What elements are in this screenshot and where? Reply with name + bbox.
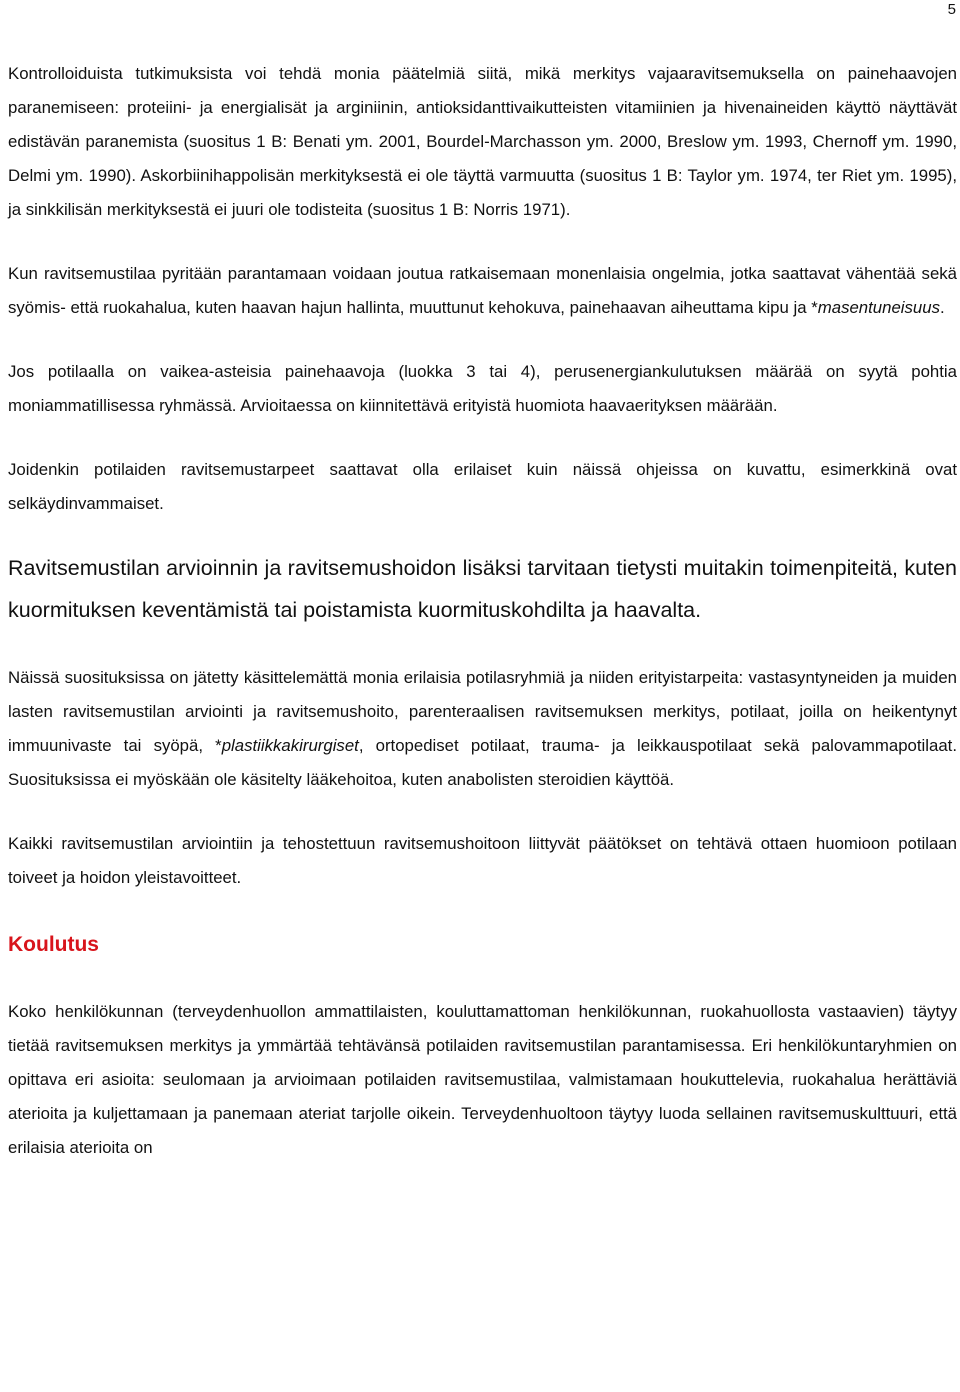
glossary-term: masentuneisuus <box>817 298 940 317</box>
paragraph-nutrition-studies: Kontrolloiduista tutkimuksista voi tehdä monia päätelmiä siitä, mikä merkitys vajaaravitsemuksella on painehaavojen paranemiseen: proteiini- ja energialisät ja arginiinin, antioksidanttivaikutteisten vitamiinien ja hivenaineiden käyttö näyttävät edistävän paranemista (suositus 1 B: Benati ym. 2001, Bourdel-Marchasson ym. 2000, Breslow ym. 1993, Chernoff ym. 1990, Delmi ym. 1990). Askorbiinihappolisän merkityksestä ei ole täyttä varmuutta (suositus 1 B: Taylor ym. 1974, ter Riet ym. 1995), ja sinkkilisän merkityksestä ei juuri ole todisteita (suositus 1 B: Norris 1971). <box>8 64 957 219</box>
paragraph-text: , ortopediset potilaat, trauma- ja leikkauspotilaat sekä palovammapotilaat. Suosituksissa ei myöskään ole käsitelty lääkehoitoa, kuten anabolisten steroidien käyttöä. <box>8 736 957 789</box>
paragraph-other-measures: Ravitsemustilan arvioinnin ja ravitsemushoidon lisäksi tarvitaan tietysti muitakin toimenpiteitä, kuten kuormituksen keventämistä tai poistamista kuormituskohdilta ja haavalta. <box>8 556 957 622</box>
paragraph-special-needs: Joidenkin potilaiden ravitsemustarpeet saattavat olla erilaiset kuin näissä ohjeissa on kuvattu, esimerkkinä ovat selkäydinvammaiset. <box>8 460 957 513</box>
paragraph-text: Kun ravitsemustilaa pyritään parantamaan voidaan joutua ratkaisemaan monenlaisia ongelmia, jotka saattavat vähentää sekä syömis- että ruokahalua, kuten haavan hajun hallinta, muuttunut kehokuva, painehaavan aiheuttama kipu ja * <box>8 264 957 317</box>
page-number: 5 <box>947 1 956 18</box>
paragraph-excluded-groups <box>8 661 957 797</box>
paragraph-decisions: Kaikki ravitsemustilan arviointiin ja tehostettuun ravitsemushoitoon liittyvät päätökset on tehtävä ottaen huomioon potilaan toiveet ja hoidon yleistavoitteet. <box>8 834 957 887</box>
paragraph-severe-ulcers: Jos potilaalla on vaikea-asteisia painehaavoja (luokka 3 tai 4), perusenergiankulutuksen määrää on syytä pohtia moniammatillisessa ryhmässä. Arvioitaessa on kiinnitettävä erityistä huomiota haavaerityksen määrään. <box>8 362 957 415</box>
paragraph-improving-nutrition <box>8 257 957 325</box>
paragraph-training: Koko henkilökunnan (terveydenhuollon ammattilaisten, kouluttamattoman henkilökunnan, ruokahuollosta vastaavien) täytyy tietää ravitsemuksen merkitys ja ymmärtää tehtävänsä potilaiden ravitsemustilan parantamisessa. Eri henkilökuntaryhmien on opittava eri asioita: seulomaan ja arvioimaan potilaiden ravitsemustilaa, valmistamaan houkuttelevia, ruokahalua herättäviä aterioita ja kuljettamaan ja panemaan ateriat tarjolle oikein. Terveydenhuoltoon täytyy luoda sellainen ravitsemuskulttuuri, että erilaisia aterioita on <box>8 1002 957 1157</box>
page-content <box>8 57 957 1165</box>
paragraph-text: Näissä suosituksissa on jätetty käsittelemättä monia erilaisia potilasryhmiä ja niiden erityistarpeita: vastasyntyneiden ja muiden lasten ravitsemustilan arviointi ja ravitsemushoito, parenteraalisen ravitsemuksen merkitys, potilaat, joilla on heikentynyt immuunivaste tai syöpä, * <box>8 668 957 755</box>
section-heading-koulutus: Koulutus <box>8 933 99 956</box>
paragraph-text: . <box>939 298 945 317</box>
glossary-term: plastiikkakirurgiset <box>221 736 359 755</box>
